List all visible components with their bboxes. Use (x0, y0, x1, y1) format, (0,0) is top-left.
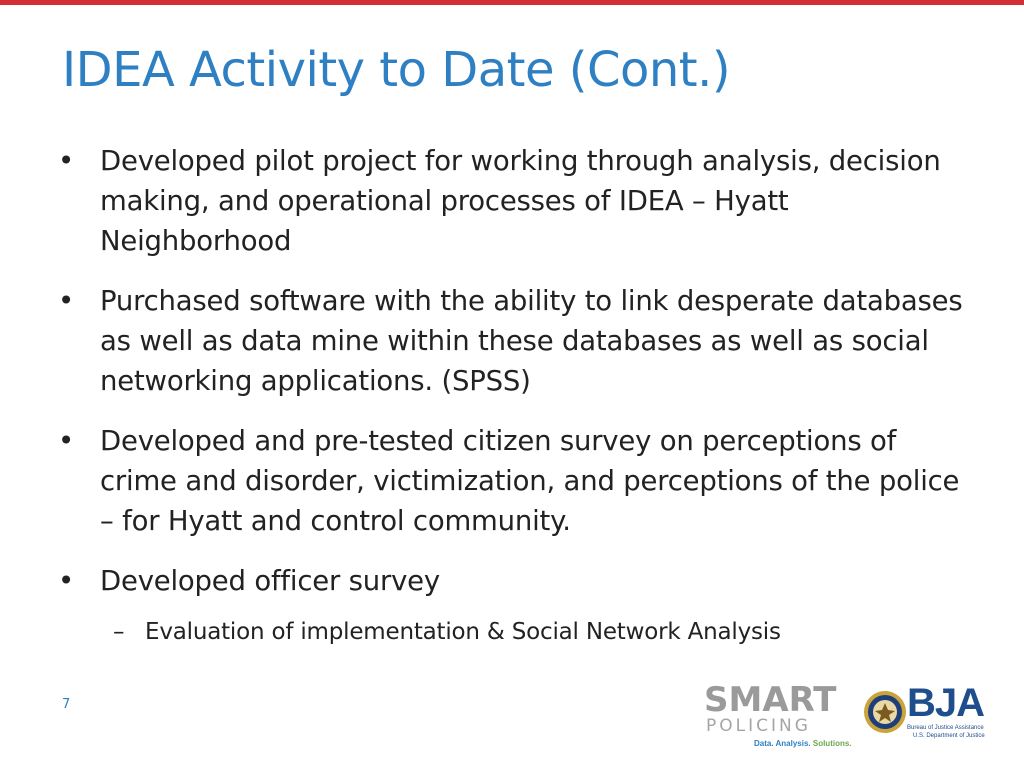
sub-bullet-marker: – (113, 619, 125, 645)
bullet-item (58, 141, 970, 261)
smart-policing-logo (704, 680, 852, 753)
bullet-item (58, 281, 970, 401)
bullet-item (58, 561, 970, 601)
bullet-marker: • (58, 425, 75, 457)
sub-bullet-item (113, 615, 965, 649)
bullet-marker: • (58, 565, 75, 597)
bja-logo (907, 683, 992, 743)
policing-logo-word: POLICING (706, 716, 811, 736)
bullet-text: Developed and pre-tested citizen survey on perceptions of crime and disorder, victimization, and perceptions of the police – for Hyatt and control community. (100, 425, 960, 537)
bja-letters: BJA (907, 681, 985, 725)
sub-bullet-text: Evaluation of implementation & Social Network Analysis (145, 619, 781, 645)
bullet-marker: • (58, 145, 75, 177)
page-number: 7 (62, 697, 71, 712)
bullet-text: Purchased software with the ability to link desperate databases as well as data mine within these databases as well as social networking applications. (SPSS) (100, 285, 963, 397)
top-accent-bar (0, 0, 1024, 5)
bja-subtitle-2: U.S. Department of Justice (913, 733, 985, 739)
bullet-text: Developed pilot project for working through analysis, decision making, and operational processes of IDEA – Hyatt Neighborhood (100, 145, 941, 257)
tagline-part-a: Data. Analysis. (754, 739, 811, 748)
bullet-text: Developed officer survey (100, 565, 440, 597)
bullet-item (58, 421, 970, 541)
tagline-part-b: Solutions. (812, 739, 852, 748)
doj-seal-icon (863, 690, 907, 734)
bullet-marker: • (58, 285, 75, 317)
bja-subtitle-1: Bureau of Justice Assistance (907, 725, 984, 731)
smart-logo-tagline (754, 739, 852, 748)
smart-logo-word: SMART (704, 680, 837, 720)
slide-title: IDEA Activity to Date (Cont.) (62, 42, 731, 98)
